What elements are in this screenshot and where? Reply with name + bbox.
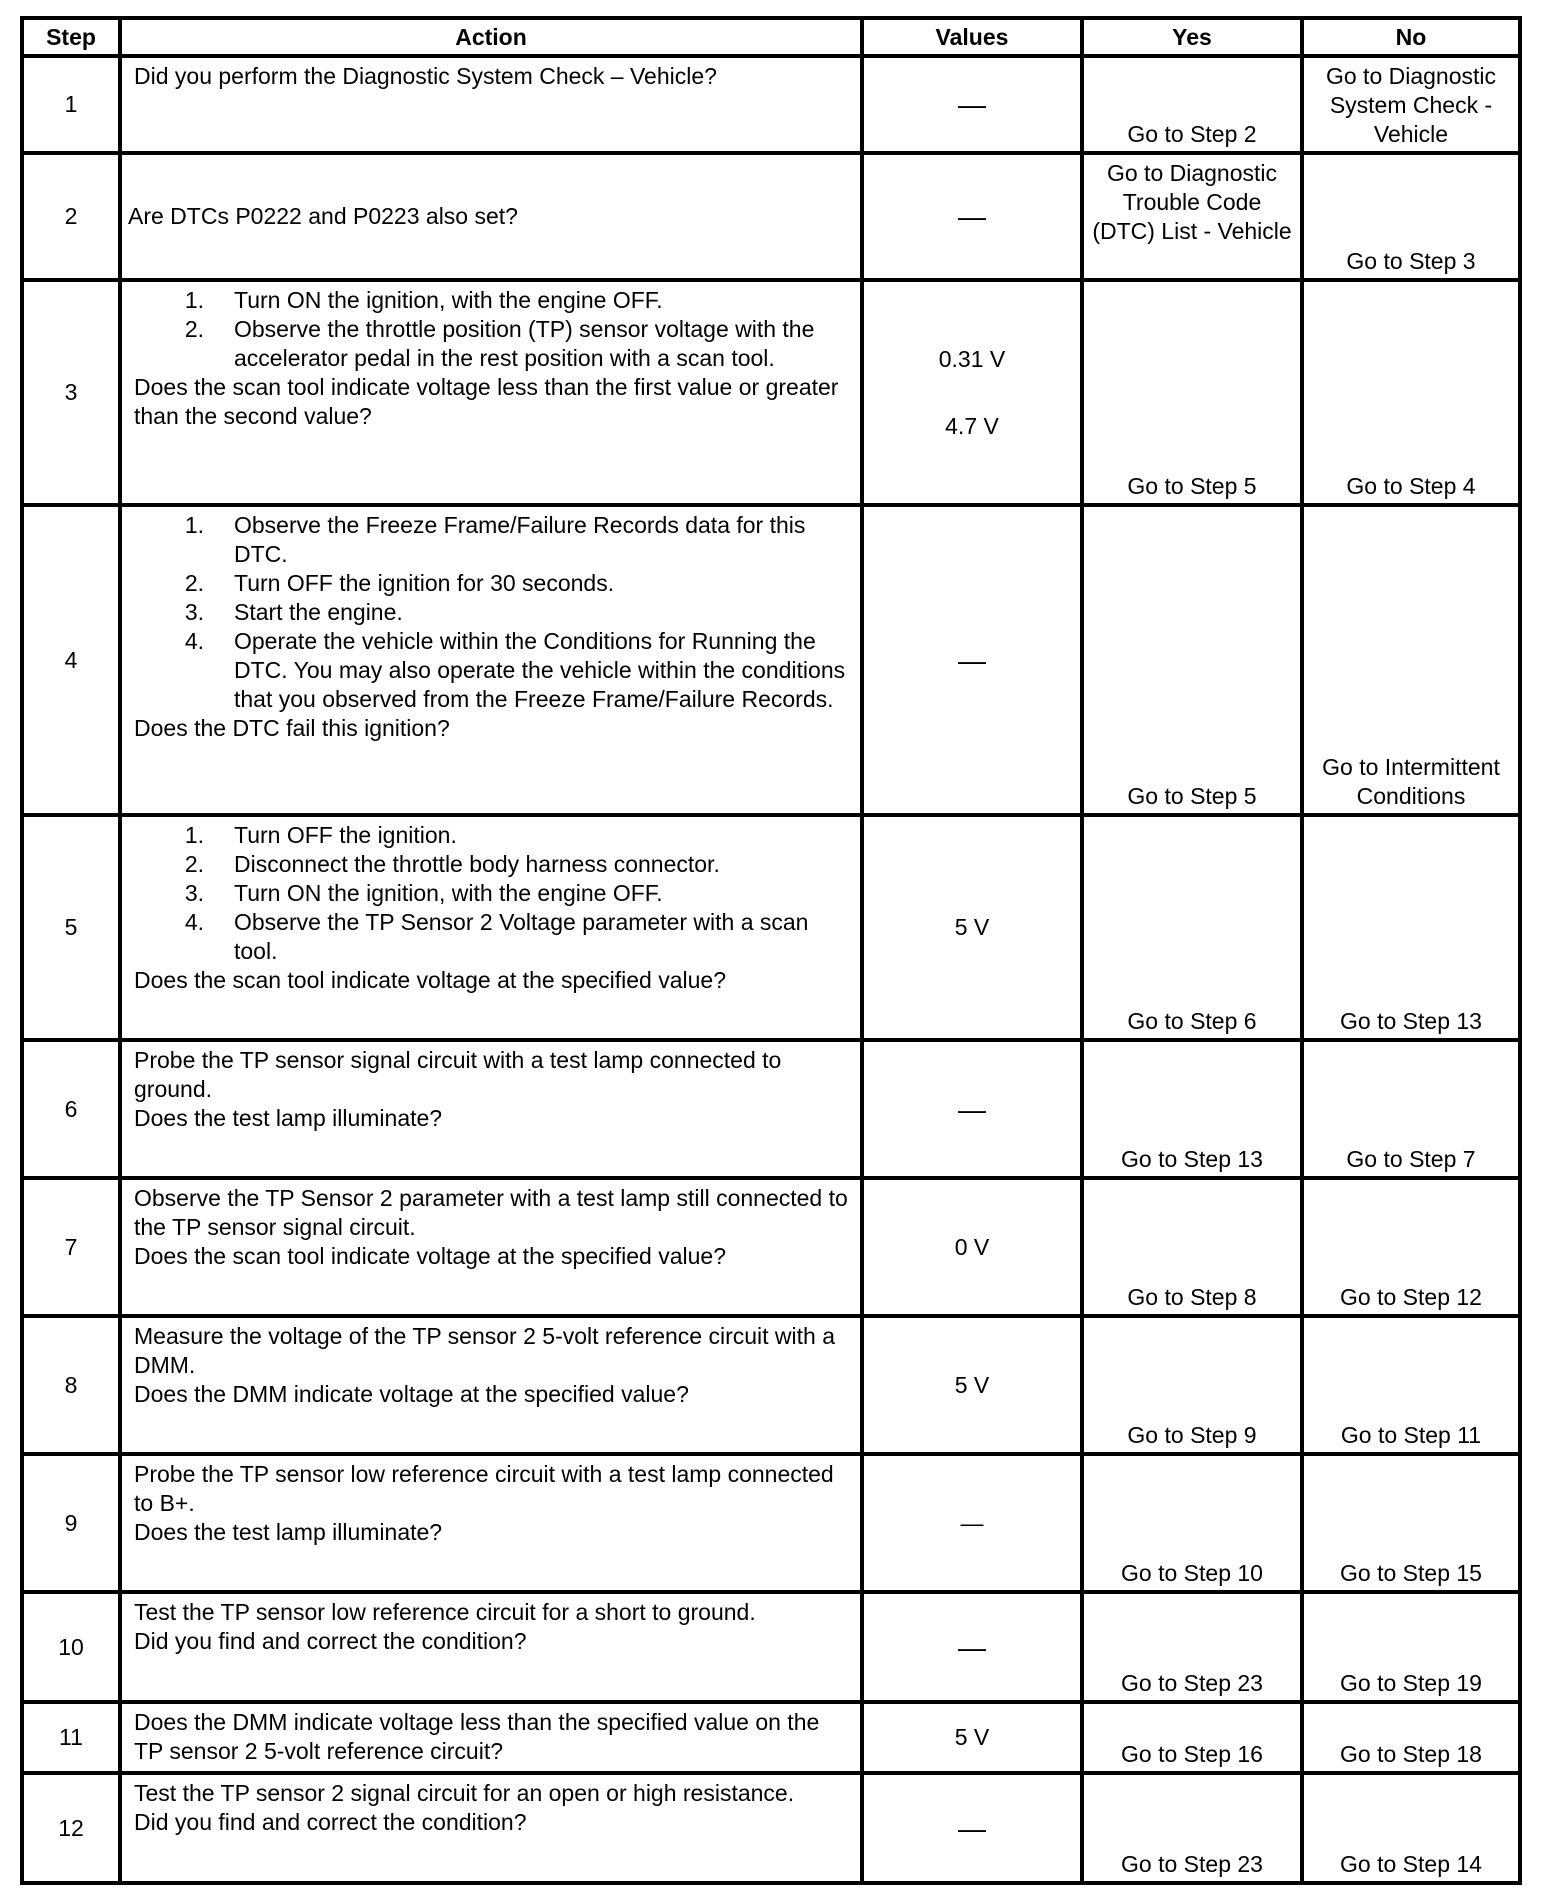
action-question: Does the scan tool indicate voltage at the specified value?: [134, 967, 726, 993]
value-cell: —: [862, 1454, 1082, 1592]
value-cell: 5 V: [862, 1316, 1082, 1454]
action-text: Measure the voltage of the TP sensor 2 5-volt reference circuit with a DMM.: [134, 1323, 836, 1378]
action-text: Probe the TP sensor signal circuit with a test lamp connected to ground.: [134, 1047, 782, 1102]
step-number: 7: [22, 1178, 120, 1316]
header-row: [22, 18, 1520, 56]
action-question: Does the test lamp illuminate?: [134, 1519, 443, 1545]
action-cell: [120, 1702, 862, 1773]
table-row: [22, 1316, 1520, 1454]
yes-cell: Go to Step 8: [1082, 1178, 1302, 1316]
action-question: Did you find and correct the condition?: [134, 1628, 527, 1654]
instruction-list: [134, 286, 848, 373]
step-number: 10: [22, 1592, 120, 1702]
no-cell: Go to Step 11: [1302, 1316, 1520, 1454]
step-number: 6: [22, 1040, 120, 1178]
instruction-list: [134, 511, 848, 714]
action-question: Did you find and correct the condition?: [134, 1809, 527, 1835]
value-min: 0.31 V: [938, 345, 1006, 372]
list-item: 1. Turn ON the ignition, with the engine OFF.: [184, 287, 663, 313]
diagnostic-table: [20, 16, 1522, 1885]
no-cell: Go to Step 19: [1302, 1592, 1520, 1702]
yes-cell: Go to Step 13: [1082, 1040, 1302, 1178]
list-item: 2. Disconnect the throttle body harness connector.: [184, 851, 720, 877]
header-step: Step: [22, 18, 120, 56]
action-question: Are DTCs P0222 and P0223 also set?: [120, 153, 862, 280]
step-number: 1: [22, 56, 120, 153]
table-row: [22, 56, 1520, 153]
step-number: 5: [22, 815, 120, 1040]
list-item: 3. Start the engine.: [184, 599, 403, 625]
value-cell: 5 V: [862, 1702, 1082, 1773]
table-row: [22, 505, 1520, 815]
no-cell: Go to Intermittent Conditions: [1302, 505, 1520, 815]
action-cell: [120, 280, 862, 505]
list-item: 1. Observe the Freeze Frame/Failure Records data for this DTC.: [184, 512, 806, 567]
step-number: 9: [22, 1454, 120, 1592]
no-cell: Go to Step 7: [1302, 1040, 1520, 1178]
yes-cell: Go to Step 9: [1082, 1316, 1302, 1454]
action-cell: [120, 815, 862, 1040]
action-cell: [120, 1316, 862, 1454]
no-cell: Go to Step 15: [1302, 1454, 1520, 1592]
value-cell: —: [862, 56, 1082, 153]
no-cell: Go to Step 14: [1302, 1773, 1520, 1883]
value-cell: —: [862, 1592, 1082, 1702]
no-cell: Go to Step 13: [1302, 815, 1520, 1040]
value-cell: —: [862, 505, 1082, 815]
step-number: 12: [22, 1773, 120, 1883]
action-text: Test the TP sensor low reference circuit for a short to ground.: [134, 1599, 756, 1625]
no-cell: Go to Step 4: [1302, 280, 1520, 505]
action-cell: [120, 1592, 862, 1702]
table-row: [22, 1592, 1520, 1702]
list-item: 2. Turn OFF the ignition for 30 seconds.: [184, 570, 615, 596]
step-number: 4: [22, 505, 120, 815]
action-text: Probe the TP sensor low reference circuit with a test lamp connected to B+.: [134, 1461, 834, 1516]
action-cell: [120, 1773, 862, 1883]
list-item: 3. Turn ON the ignition, with the engine OFF.: [184, 880, 663, 906]
action-cell: [120, 1454, 862, 1592]
value-cell: —: [862, 1040, 1082, 1178]
table-row: [22, 1702, 1520, 1773]
table-row: [22, 1773, 1520, 1883]
table-row: [22, 1178, 1520, 1316]
value-cell: 5 V: [862, 815, 1082, 1040]
yes-cell: Go to Step 10: [1082, 1454, 1302, 1592]
action-cell: [120, 1040, 862, 1178]
yes-cell: Go to Step 23: [1082, 1773, 1302, 1883]
value-cell: —: [862, 153, 1082, 280]
table-row: [22, 1454, 1520, 1592]
action-cell: [120, 505, 862, 815]
no-cell: Go to Step 18: [1302, 1702, 1520, 1773]
yes-cell: Go to Step 16: [1082, 1702, 1302, 1773]
action-question: Does the scan tool indicate voltage less than the first value or greater than the second value?: [134, 374, 839, 429]
action-question: Does the DMM indicate voltage at the specified value?: [134, 1381, 689, 1407]
yes-cell: Go to Step 2: [1082, 56, 1302, 153]
no-cell: Go to Step 12: [1302, 1178, 1520, 1316]
action-text: Test the TP sensor 2 signal circuit for an open or high resistance.: [134, 1780, 795, 1806]
yes-cell: Go to Step 5: [1082, 280, 1302, 505]
table-row: [22, 280, 1520, 505]
action-question: Does the scan tool indicate voltage at the specified value?: [134, 1243, 726, 1269]
step-number: 2: [22, 153, 120, 280]
no-cell: Go to Step 3: [1302, 153, 1520, 280]
header-no: No: [1302, 18, 1520, 56]
action-question: Does the DTC fail this ignition?: [134, 715, 450, 741]
action-text: Did you perform the Diagnostic System Check – Vehicle?: [134, 63, 717, 89]
list-item: 4. Operate the vehicle within the Conditions for Running the DTC. You may also operate the vehicle within the conditions that you observed from the Freeze Frame/Failure Records.: [184, 628, 846, 712]
header-action: Action: [120, 18, 862, 56]
table-row: [22, 815, 1520, 1040]
action-text: Observe the TP Sensor 2 parameter with a test lamp still connected to the TP sensor signal circuit.: [134, 1185, 848, 1240]
step-number: 11: [22, 1702, 120, 1773]
no-cell: Go to Diagnostic System Check - Vehicle: [1302, 56, 1520, 153]
yes-cell: Go to Diagnostic Trouble Code (DTC) List - Vehicle: [1082, 153, 1302, 280]
yes-cell: Go to Step 23: [1082, 1592, 1302, 1702]
value-cell: [862, 280, 1082, 505]
header-yes: Yes: [1082, 18, 1302, 56]
yes-cell: Go to Step 6: [1082, 815, 1302, 1040]
table-row: [22, 1040, 1520, 1178]
list-item: 4. Observe the TP Sensor 2 Voltage parameter with a scan tool.: [184, 909, 809, 964]
action-cell: [120, 1178, 862, 1316]
step-number: 3: [22, 280, 120, 505]
action-text: Does the DMM indicate voltage less than the specified value on the TP sensor 2 5-volt reference circuit?: [134, 1709, 820, 1764]
list-item: 2. Observe the throttle position (TP) sensor voltage with the accelerator pedal in the rest position with a scan tool.: [184, 316, 815, 371]
action-cell: [120, 56, 862, 153]
value-cell: —: [862, 1773, 1082, 1883]
instruction-list: [134, 821, 848, 966]
action-question: Does the test lamp illuminate?: [134, 1105, 443, 1131]
list-item: 1. Turn OFF the ignition.: [184, 822, 457, 848]
yes-cell: Go to Step 5: [1082, 505, 1302, 815]
value-cell: 0 V: [862, 1178, 1082, 1316]
step-number: 8: [22, 1316, 120, 1454]
table-row: [22, 153, 1520, 280]
header-values: Values: [862, 18, 1082, 56]
value-max: 4.7 V: [945, 412, 999, 439]
